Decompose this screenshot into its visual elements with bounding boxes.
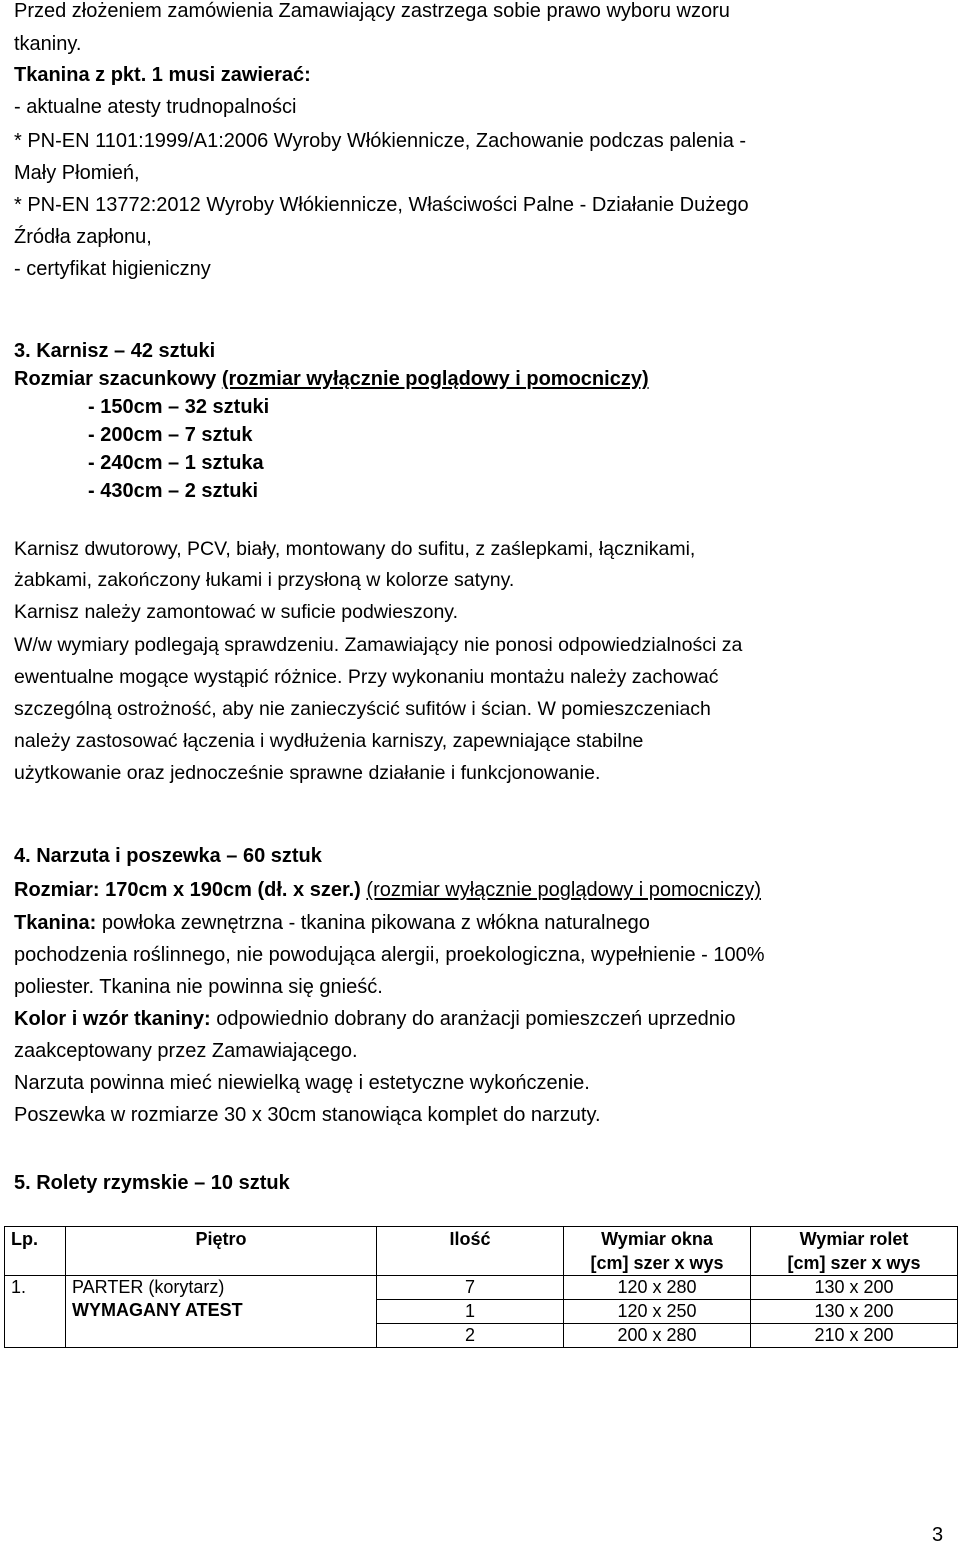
size-qty: 1 sztuka bbox=[184, 452, 264, 474]
fabric-text: powłoka zewnętrzna - tkanina pikowana z włókna naturalnego bbox=[101, 912, 650, 934]
section-3-desc: W/w wymiary podlegają sprawdzeniu. Zamawiający nie ponosi odpowiedzialności za bbox=[14, 634, 743, 656]
section-3-title: 3. Karnisz – 42 sztuki bbox=[14, 340, 216, 362]
section-4-note: Narzuta powinna mieć niewielką wagę i estetyczne wykończenie. bbox=[14, 1072, 590, 1094]
section-3-desc: użytkowanie oraz jednocześnie sprawne działanie i funkcjonowanie. bbox=[14, 762, 601, 784]
header-blind-size-line2: [cm] szer x wys bbox=[787, 1253, 921, 1273]
intro-line-1 bbox=[14, 0, 930, 23]
size-item bbox=[88, 396, 269, 419]
cell-window: 120 x 280 bbox=[564, 1276, 751, 1300]
cell-floor bbox=[66, 1276, 377, 1348]
size-qty: 2 sztuki bbox=[184, 480, 259, 502]
fabric-item: Źródła zapłonu, bbox=[14, 226, 152, 248]
fabric-item: Mały Płomień, bbox=[14, 162, 140, 184]
fabric-item: - certyfikat higieniczny bbox=[14, 258, 211, 280]
header-lp: Lp. bbox=[5, 1227, 66, 1276]
fabric-heading: Tkanina z pkt. 1 musi zawierać: bbox=[14, 64, 311, 86]
intro-line-2: tkaniny. bbox=[14, 33, 82, 55]
cell-lp: 1. bbox=[5, 1276, 66, 1348]
cell-qty: 1 bbox=[377, 1300, 564, 1324]
atest-required: WYMAGANY ATEST bbox=[72, 1300, 243, 1320]
section-4-color-text: zaakceptowany przez Zamawiającego. bbox=[14, 1040, 358, 1062]
page-number: 3 bbox=[932, 1524, 944, 1546]
header-qty: Ilość bbox=[377, 1227, 564, 1276]
roller-blinds-table bbox=[4, 1226, 958, 1348]
fabric-label: Tkanina: bbox=[14, 912, 97, 934]
fabric-item: * PN-EN 13772:2012 Wyroby Włókiennicze, Właściwości Palne - Działanie Dużego bbox=[14, 194, 749, 216]
section-3-desc: należy zastosować łączenia i wydłużenia karniszy, zapewniające stabilne bbox=[14, 730, 644, 752]
cell-blind: 130 x 200 bbox=[751, 1300, 958, 1324]
section-3-desc: szczególną ostrożność, aby nie zanieczyścić sufitów i ścian. W pomieszczeniach bbox=[14, 698, 711, 720]
cell-window: 120 x 250 bbox=[564, 1300, 751, 1324]
table-row bbox=[5, 1276, 958, 1300]
table-header-row bbox=[5, 1227, 958, 1276]
section-4-fabric-text: poliester. Tkanina nie powinna się gnieść. bbox=[14, 976, 383, 998]
cell-qty: 2 bbox=[377, 1324, 564, 1348]
size-label: Rozmiar szacunkowy bbox=[14, 368, 217, 390]
size-note: (rozmiar wyłącznie poglądowy i pomocniczy) bbox=[221, 368, 649, 390]
header-blind-size bbox=[751, 1227, 958, 1276]
section-3-desc: Karnisz dwutorowy, PCV, biały, montowany do sufitu, z zaślepkami, łącznikami, bbox=[14, 538, 696, 560]
size-note: (rozmiar wyłącznie poglądowy i pomocniczy) bbox=[366, 879, 761, 901]
section-4-fabric-row bbox=[14, 912, 650, 935]
section-4-note: Poszewka w rozmiarze 30 x 30cm stanowiąca komplet do narzuty. bbox=[14, 1104, 601, 1126]
cell-blind: 210 x 200 bbox=[751, 1324, 958, 1348]
size-item bbox=[88, 452, 264, 475]
section-4-color-row bbox=[14, 1008, 735, 1031]
header-blind-size-line1: Wymiar rolet bbox=[799, 1229, 909, 1249]
floor-name: PARTER (korytarz) bbox=[72, 1277, 225, 1297]
fabric-item: - aktualne atesty trudnopalności bbox=[14, 96, 297, 118]
cell-window: 200 x 280 bbox=[564, 1324, 751, 1348]
section-3-desc: żabkami, zakończony łukami i przysłoną w kolorze satyny. bbox=[14, 569, 515, 591]
size-value: - 200cm – bbox=[88, 424, 180, 446]
color-label: Kolor i wzór tkaniny: bbox=[14, 1008, 211, 1030]
header-window-size bbox=[564, 1227, 751, 1276]
size-item bbox=[88, 480, 258, 503]
header-floor: Piętro bbox=[66, 1227, 377, 1276]
fabric-item: * PN-EN 1101:1999/A1:2006 Wyroby Włókiennicze, Zachowanie podczas palenia - bbox=[14, 130, 747, 152]
section-4-fabric-text: pochodzenia roślinnego, nie powodująca alergii, proekologiczna, wypełnienie - 100% bbox=[14, 944, 765, 966]
header-window-size-line2: [cm] szer x wys bbox=[590, 1253, 724, 1273]
section-4-title: 4. Narzuta i poszewka – 60 sztuk bbox=[14, 845, 322, 867]
size-value: - 240cm – bbox=[88, 452, 180, 474]
color-text: odpowiednio dobrany do aranżacji pomieszczeń uprzednio bbox=[216, 1008, 736, 1030]
size-value: - 150cm – bbox=[88, 396, 180, 418]
cell-blind: 130 x 200 bbox=[751, 1276, 958, 1300]
section-5-title: 5. Rolety rzymskie – 10 sztuk bbox=[14, 1172, 290, 1194]
header-window-size-line1: Wymiar okna bbox=[601, 1229, 713, 1249]
cell-qty: 7 bbox=[377, 1276, 564, 1300]
size-qty: 7 sztuk bbox=[184, 424, 253, 446]
section-3-desc: ewentualne mogące wystąpić różnice. Przy wykonaniu montażu należy zachować bbox=[14, 666, 719, 688]
size-label: Rozmiar: 170cm x 190cm (dł. x szer.) bbox=[14, 879, 361, 901]
intro-text: Przed złożeniem zamówienia Zamawiający zastrzega sobie prawo wyboru wzoru bbox=[14, 0, 730, 22]
size-value: - 430cm – bbox=[88, 480, 180, 502]
section-3-size-row bbox=[14, 368, 649, 391]
size-qty: 32 sztuki bbox=[184, 396, 270, 418]
section-3-desc: Karnisz należy zamontować w suficie podwieszony. bbox=[14, 601, 459, 623]
size-item bbox=[88, 424, 253, 447]
section-4-size-row bbox=[14, 879, 761, 902]
